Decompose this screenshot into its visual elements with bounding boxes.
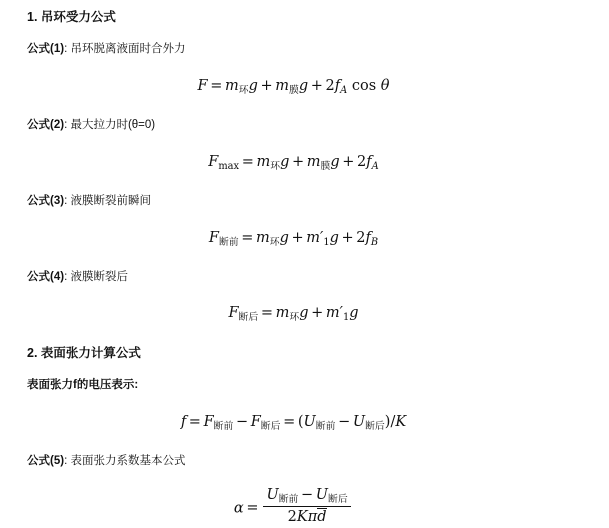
subscript-max: max [218,160,240,172]
formula-4-lhs: F [228,305,239,322]
section-1-title: 吊环受力公式 [40,10,116,24]
theta-symbol: θ [380,77,390,94]
plus-sign: + [311,305,324,322]
gravity-symbol: g [280,153,290,170]
plus-sign: + [260,77,273,94]
force-symbol: f [365,229,371,246]
alpha-symbol: α [233,500,244,517]
subscript-one: 1 [323,236,330,248]
formula-4-label: 公式(4) [27,270,65,283]
formula-5-desc: : 表面张力系数基本公式 [64,455,186,468]
mass-symbol: m [306,229,321,246]
subscript-ring: 环 [238,84,249,96]
formula-3-label: 公式(3) [27,194,65,207]
fraction-numerator [263,487,352,507]
subscript-break-after: 断后 [260,420,281,432]
subscript-ring: 环 [289,312,300,324]
voltage-expression-subhead [0,379,609,393]
subscript-A: A [371,160,379,172]
equals-sign: = [246,500,259,517]
gravity-symbol: g [329,229,339,246]
equals-sign: = [210,77,223,94]
minus-sign: − [235,414,249,431]
equals-sign: = [188,414,201,431]
formula-5-expression [0,413,609,433]
force-break-after: F [250,414,261,431]
formula-1-desc: : 吊环脱离液面时合外力 [64,43,186,55]
formula-1-expression [0,77,609,97]
subscript-B: B [370,236,379,248]
coefficient-two: 2 [356,229,366,246]
mass-symbol: m [325,305,340,322]
coefficient-two: 2 [325,77,335,94]
equals-sign: = [241,153,254,170]
subscript-break-before: 断前 [315,420,336,432]
plus-sign: + [291,229,304,246]
pi-symbol: π [307,509,318,525]
force-symbol: f [180,414,187,431]
subscript-break-before: 断前 [213,420,234,432]
mass-symbol: m [306,153,321,170]
constant-K: K [296,509,308,525]
constant-K: K [395,414,407,431]
plus-sign: + [341,229,354,246]
formula-2-expression [0,153,609,173]
prime-mark: ′ [320,229,324,246]
voltage-break-before: U [266,486,279,503]
d-bar-symbol [317,508,326,525]
minus-sign: − [338,414,351,431]
mass-symbol: m [256,153,271,170]
formula-3-caption [0,195,609,209]
diameter-symbol: d [317,509,327,525]
subscript-break-before: 断前 [218,236,239,248]
gravity-symbol: g [349,305,359,322]
gravity-symbol: g [279,229,289,246]
left-paren: ( [297,414,304,431]
subscript-film: 膜 [288,84,299,96]
formula-2-caption [0,119,609,133]
voltage-break-after: U [352,414,366,431]
formula-1-caption [0,43,609,57]
plus-sign: + [310,77,323,94]
formula-1-label: 公式(1) [27,43,65,55]
force-break-before: F [203,414,214,431]
surface-tension-fraction [263,487,352,526]
subscript-ring: 环 [269,236,280,248]
fraction-denominator [263,507,352,526]
gravity-symbol: g [299,305,309,322]
subscript-film: 膜 [320,160,331,172]
gravity-symbol: g [248,77,258,94]
coefficient-two: 2 [287,509,297,525]
section-1-number: 1. [27,10,38,24]
formula-2-label: 公式(2) [27,118,65,131]
minus-sign: − [301,486,314,503]
coefficient-two: 2 [357,153,367,170]
subscript-break-before: 断前 [278,493,299,505]
gravity-symbol: g [298,77,309,94]
formula-3-lhs: F [208,229,219,246]
subscript-A: A [340,84,348,96]
mass-symbol: m [256,229,270,246]
formula-5-caption [0,455,609,469]
equals-sign: = [260,305,274,322]
voltage-break-before: U [303,414,316,431]
plus-sign: + [342,153,355,170]
formula-3-desc: : 液膜断裂前瞬间 [64,194,151,207]
section-2-number: 2. [27,346,38,361]
formula-5-label: 公式(5) [27,455,65,468]
force-symbol: f [366,153,372,170]
gravity-symbol: g [330,153,340,170]
section-2-title: 表面张力计算公式 [40,346,141,361]
equals-sign: = [241,229,254,246]
right-paren: ) [384,414,391,431]
formula-2-lhs: F [208,153,219,170]
plus-sign: + [291,153,305,170]
subscript-break-after: 断后 [328,493,348,505]
formula-1-lhs: F [197,77,208,94]
formula-4-expression [0,304,609,324]
subscript-break-after: 断后 [238,312,259,324]
formula-2-desc: : 最大拉力时(θ=0) [64,118,156,131]
formula-4-desc: : 液膜断裂后 [64,270,128,283]
mass-symbol: m [275,305,290,322]
formula-6-expression [0,486,609,528]
division-slash: / [390,414,396,431]
subscript-break-after: 断后 [365,420,385,432]
cos-operator: cos [351,77,377,94]
force-symbol: f [334,77,341,94]
prime-mark: ′ [339,305,343,322]
mass-symbol: m [275,77,289,94]
mass-symbol: m [224,77,239,94]
formula-4-caption [0,271,609,285]
voltage-expression-label: 表面张力f的电压表示: [27,379,139,392]
section-2-heading [0,346,609,361]
section-1-heading [0,0,609,25]
subscript-ring: 环 [270,160,281,172]
subscript-one: 1 [342,312,350,324]
equals-sign: = [283,414,296,431]
voltage-break-after: U [315,486,328,503]
formula-3-expression [0,229,609,249]
